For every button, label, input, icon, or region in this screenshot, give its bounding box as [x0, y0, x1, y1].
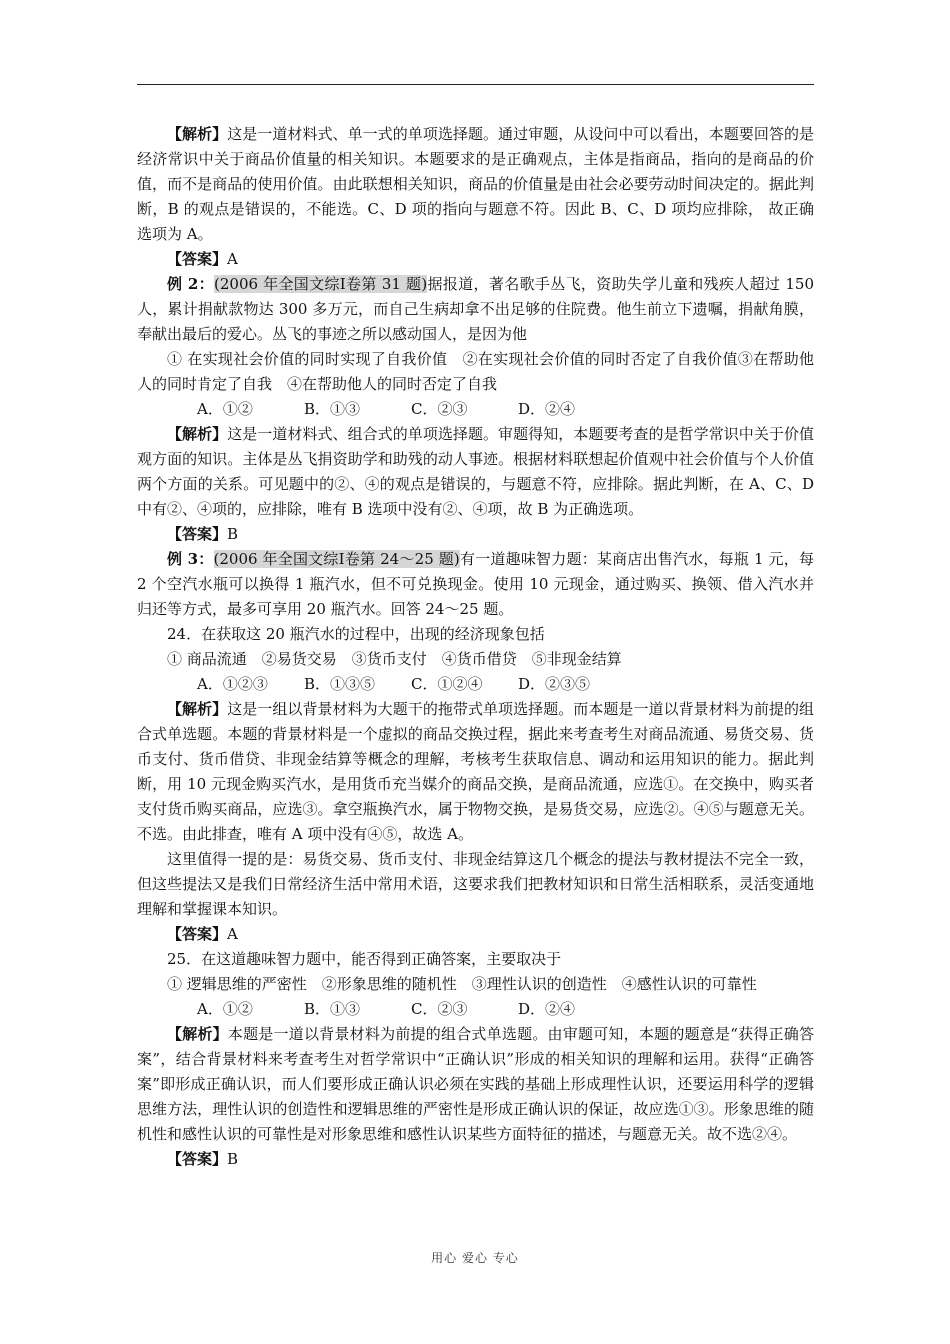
- answer-tag: 【答案】: [167, 250, 228, 268]
- example-text: 有一道趣味智力题：某商店出售汽水，每瓶 1 元，每 2 个空汽水瓶可以换得 1 瓶汽水，但不可兑换现金。使用 10 元现金，通过购买、换领、借入汽水并归还等方式，最多可享用 20 瓶汽水。回答 24～25 题。: [137, 550, 814, 618]
- question-25: [137, 947, 814, 972]
- question-24-options: [137, 672, 814, 697]
- document-body: [137, 122, 814, 1172]
- example-3: [137, 547, 814, 622]
- items-text: ① 商品流通 ②易货交易 ③货币支付 ④货币借贷 ⑤非现金结算: [167, 650, 622, 668]
- question-24: [137, 622, 814, 647]
- example-2-statements: [137, 347, 814, 397]
- note-paragraph: [137, 847, 814, 922]
- analysis-text: 这是一组以背景材料为大题干的拖带式单项选择题。而本题是一道以背景材料为前提的组合式单选题。本题的背景材料是一个虚拟的商品交换过程，据此来考查考生对商品流通、易货交易、货币支付、货币借贷、非现金结算等概念的理解，考核考生获取信息、调动和运用知识的能力。据此判断，用 10 元现金购买汽水，是用货币充当媒介的商品交换，是商品流通，应选①。在交换中，购买者支付货币购买商品，应选③。拿空瓶换汽水，属于物物交换，是易货交易，应选②。④⑤与题意无关。不选。由此排查，唯有 A 项中没有④⑤，故选 A。: [137, 700, 814, 843]
- option-c: C．①②④: [411, 675, 483, 693]
- example-label: 例 2：: [167, 275, 214, 293]
- analysis-paragraph-4: [137, 1022, 814, 1147]
- example-text: 据报道，著名歌手丛飞，资助失学儿童和残疾人超过 150 人，累计捐献款物达 300 多万元，而自己生病却拿不出足够的住院费。他生前立下遗嘱，捐献角膜，奉献出最后的爱心。丛飞的事迹之所以感动国人，是因为他: [137, 275, 814, 343]
- header-rule: [137, 84, 814, 85]
- analysis-tag: 【解析】: [167, 1025, 228, 1043]
- items-text: ① 逻辑思维的严密性 ②形象思维的随机性 ③理性认识的创造性 ④感性认识的可靠性: [167, 975, 757, 993]
- option-d: D．②④: [518, 400, 576, 418]
- option-b: B．①③: [304, 1000, 361, 1018]
- option-a: A．①②: [197, 1000, 253, 1018]
- statements-text: ① 在实现社会价值的同时实现了自我价值 ②在实现社会价值的同时否定了自我价值③在帮助他人的同时肯定了自我 ④在帮助他人的同时否定了自我: [137, 350, 814, 393]
- answer-value: B: [227, 1150, 239, 1168]
- answer-3: [137, 922, 814, 947]
- option-c: C．②③: [411, 400, 468, 418]
- question-25-options: [137, 997, 814, 1022]
- example-label: 例 3：: [167, 550, 214, 568]
- option-b: B．①③⑤: [304, 675, 376, 693]
- analysis-tag: 【解析】: [167, 125, 228, 143]
- answer-2: [137, 522, 814, 547]
- option-d: D．②③⑤: [518, 675, 591, 693]
- analysis-paragraph-2: [137, 422, 814, 522]
- option-b: B．①③: [304, 400, 361, 418]
- answer-1: [137, 247, 814, 272]
- question-24-items: [137, 647, 814, 672]
- answer-tag: 【答案】: [167, 525, 228, 543]
- option-c: C．②③: [411, 1000, 468, 1018]
- example-source: (2006 年全国文综Ⅰ卷第 31 题): [214, 275, 428, 293]
- page-footer: 用心 爱心 专心: [431, 1251, 519, 1265]
- analysis-paragraph-3: [137, 697, 814, 847]
- answer-value: B: [227, 525, 239, 543]
- example-2-options: [137, 397, 814, 422]
- example-2: [137, 272, 814, 347]
- answer-value: A: [227, 250, 238, 268]
- answer-value: A: [227, 925, 238, 943]
- question-25-items: [137, 972, 814, 997]
- answer-tag: 【答案】: [167, 925, 228, 943]
- option-a: A．①②: [197, 400, 253, 418]
- question-text: 25．在这道趣味智力题中，能否得到正确答案，主要取决于: [167, 950, 562, 968]
- analysis-text: 这是一道材料式、组合式的单项选择题。审题得知，本题要考查的是哲学常识中关于价值观方面的知识。主体是丛飞捐资助学和助残的动人事迹。根据材料联想起价值观中社会价值与个人价值两个方面的关系。可见题中的②、④的观点是错误的，与题意不符，应排除。据此判断，在 A、C、D 中有②、④项的，应排除，唯有 B 选项中没有②、④项，故 B 为正确选项。: [137, 425, 814, 518]
- analysis-tag: 【解析】: [167, 425, 228, 443]
- option-d: D．②④: [518, 1000, 576, 1018]
- analysis-paragraph-1: [137, 122, 814, 247]
- note-text: 这里值得一提的是：易货交易、货币支付、非现金结算这几个概念的提法与教材提法不完全一致，但这些提法又是我们日常经济生活中常用术语，这要求我们把教材知识和日常生活相联系，灵活变通地理解和掌握课本知识。: [137, 850, 814, 918]
- analysis-text: 这是一道材料式、单一式的单项选择题。通过审题，从设问中可以看出，本题要回答的是经济常识中关于商品价值量的相关知识。本题要求的是正确观点，主体是指商品，指向的是商品的价值，而不是商品的使用价值。由此联想相关知识，商品的价值量是由社会必要劳动时间决定的。据此判断，B 的观点是错误的，不能选。C、D 项的指向与题意不符。因此 B、C、D 项均应排除， 故正确选项为 A。: [137, 125, 814, 243]
- answer-4: [137, 1147, 814, 1172]
- analysis-text: 本题是一道以背景材料为前提的组合式单选题。由审题可知，本题的题意是“获得正确答案”，结合背景材料来考查考生对哲学常识中“正确认识”形成的相关知识的理解和运用。获得“正确答案”即形成正确认识，而人们要形成正确认识必须在实践的基础上形成理性认识，还要运用科学的逻辑思维方法，理性认识的创造性和逻辑思维的严密性是形成正确认识的保证，故应选①③。形象思维的随机性和感性认识的可靠性是对形象思维和感性认识某些方面特征的描述，与题意无关。故不选②④。: [137, 1025, 814, 1143]
- example-source: (2006 年全国文综Ⅰ卷第 24～25 题): [213, 550, 460, 568]
- answer-tag: 【答案】: [167, 1150, 228, 1168]
- option-a: A．①②③: [197, 675, 268, 693]
- question-text: 24．在获取这 20 瓶汽水的过程中，出现的经济现象包括: [167, 625, 545, 643]
- analysis-tag: 【解析】: [167, 700, 228, 718]
